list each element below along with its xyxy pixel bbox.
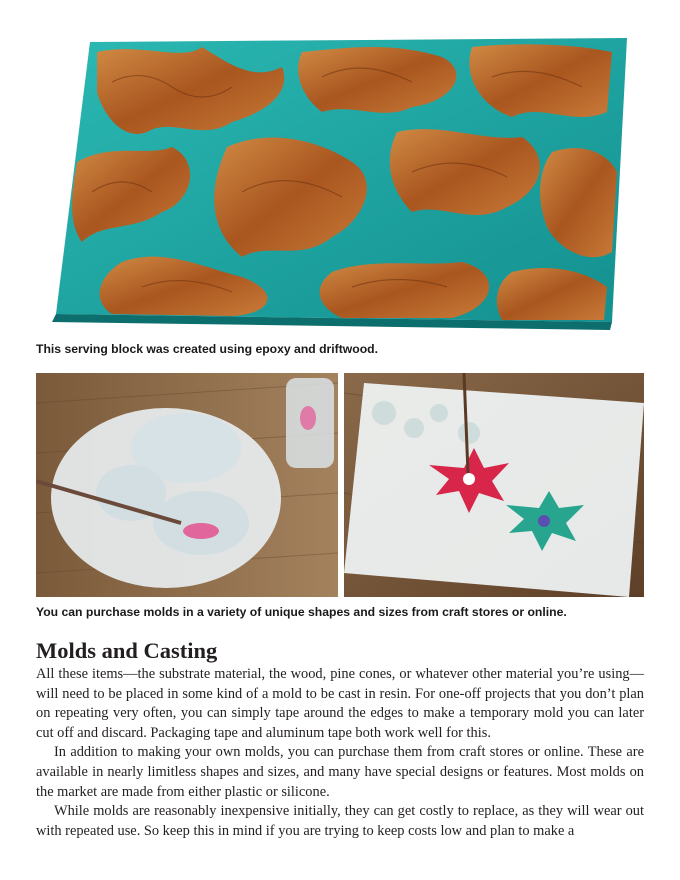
serving-block-photo xyxy=(52,32,632,332)
section-heading: Molds and Casting xyxy=(36,638,218,663)
snowflake-mold-photo xyxy=(344,373,644,597)
figure-caption-serving-block: This serving block was created using epoxy and driftwood. xyxy=(36,342,378,356)
round-mold-photo xyxy=(36,373,338,597)
section-body xyxy=(36,665,644,841)
figure-caption-molds: You can purchase molds in a variety of unique shapes and sizes from craft stores or online. xyxy=(36,605,567,619)
paragraph-2: In addition to making your own molds, you can purchase them from craft stores or online. These are available in nearly limitless shapes and sizes, and many have special designs or features. Most molds on the market are made from either plastic or silicone. xyxy=(36,744,644,800)
paragraph-3: While molds are reasonably inexpensive initially, they can get costly to replace, as they will wear out with repeated use. So keep this in mind if you are trying to keep costs low and plan to make a xyxy=(36,803,644,839)
paragraph-1: All these items—the substrate material, the wood, pine cones, or whatever other material you’re using— will need to be placed in some kind of a mold to be cast in resin. For one-off projects that you don’t plan on repeating very often, you can simply tape around the edges to make a temporary mold you can later cut off and discard. Packaging tape and aluminum tape both work well for this. xyxy=(36,666,644,741)
